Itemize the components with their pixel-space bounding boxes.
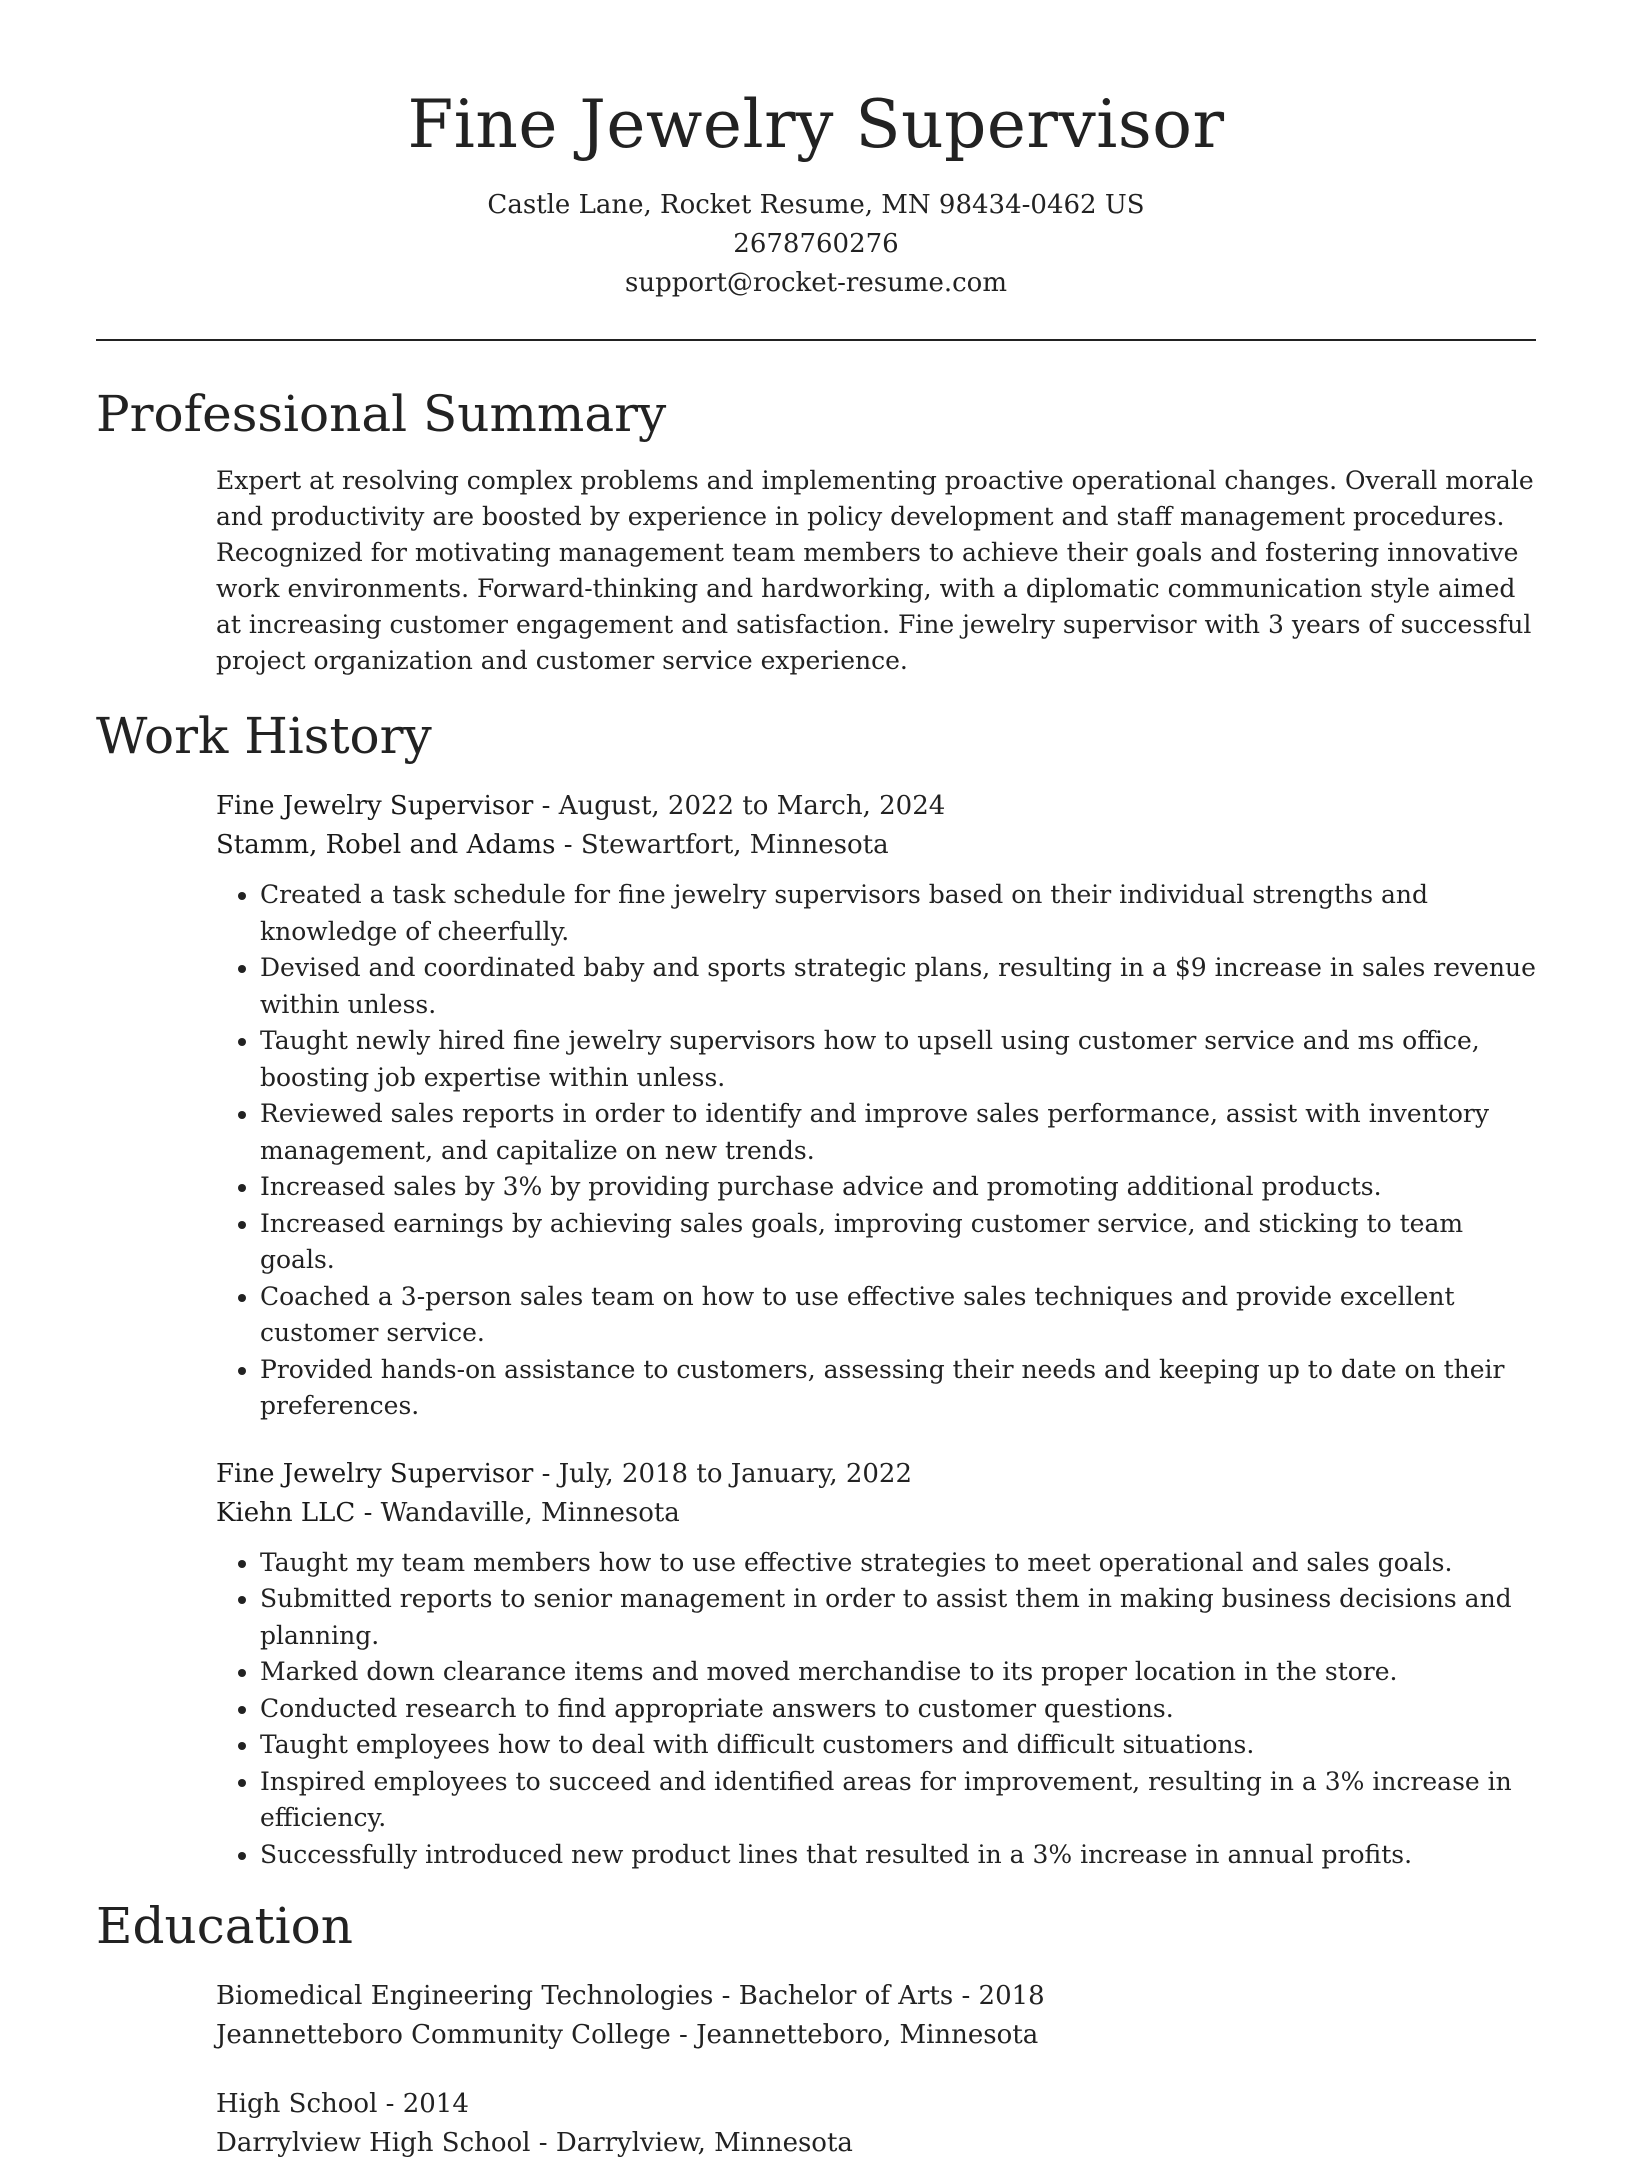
- job-location: Wandaville, Minnesota: [380, 1497, 680, 1528]
- job-bullet: • Taught employees how to deal with difficult customers and difficult situations.: [260, 1727, 1536, 1764]
- job-dates: August, 2022 to March, 2024: [558, 791, 946, 821]
- education-entry: [216, 2085, 1536, 2163]
- summary-text: Expert at resolving complex problems and implementing proactive operational changes. Overall morale and productivity are boosted by experience in policy development and staff management procedures. Recognized for motivating management team members to achieve their goals and fostering innovative work environments. Forward-thinking and hardworking, with a diplomatic communication style aimed at increasing customer engagement and satisfaction. Fine jewelry supervisor with 3 years of successful project organization and customer service experience.: [216, 466, 1534, 675]
- job-bullet: • Taught my team members how to use effective strategies to meet operational and sales goals.: [260, 1545, 1536, 1582]
- resume-header: [96, 0, 1536, 303]
- job-bullets: [216, 877, 1536, 1425]
- job-bullet: • Coached a 3-person sales team on how to use effective sales techniques and provide excellent customer service.: [260, 1279, 1536, 1352]
- job-bullet: • Devised and coordinated baby and sports strategic plans, resulting in a $9 increase in sales revenue within unless.: [260, 950, 1536, 1023]
- work-history-heading: Work History: [96, 707, 432, 765]
- education-location: Jeannetteboro, Minnesota: [696, 2020, 1039, 2050]
- contact-address: Castle Lane, Rocket Resume, MN 98434-0462 US: [487, 190, 1145, 220]
- education-program: Biomedical Engineering Technologies: [216, 1981, 714, 2011]
- job-title-line: Fine Jewelry Supervisor - August, 2022 to March, 2024: [216, 791, 946, 821]
- job-company-line: Stamm, Robel and Adams - Stewartfort, Minnesota: [216, 830, 889, 860]
- job-bullet: • Increased earnings by achieving sales goals, improving customer service, and sticking to team goals.: [260, 1206, 1536, 1279]
- contact-email: support@rocket-resume.com: [624, 268, 1007, 298]
- education-location: Darrylview, Minnesota: [555, 2128, 853, 2158]
- job-bullet: • Successfully introduced new product lines that resulted in a 3% increase in annual profits.: [260, 1837, 1536, 1874]
- job-location: Stewartfort, Minnesota: [580, 830, 889, 860]
- job-position: Fine Jewelry Supervisor: [216, 791, 534, 821]
- education-program: High School: [216, 2089, 378, 2119]
- education-year: 2018: [978, 1981, 1045, 2011]
- header-divider: [96, 339, 1536, 341]
- summary-heading: Professional Summary: [96, 385, 667, 443]
- job-dates: July, 2018 to January, 2022: [558, 1458, 913, 1489]
- job-company: Stamm, Robel and Adams: [216, 830, 556, 860]
- education-school: Darrylview High School: [216, 2128, 531, 2158]
- education-school: Jeannetteboro Community College: [216, 2020, 671, 2050]
- job-entry: [216, 787, 1536, 1425]
- education-year: 2014: [402, 2089, 469, 2119]
- job-company: Kiehn LLC: [216, 1497, 356, 1528]
- work-history-list: [216, 787, 1536, 1873]
- job-entry: [216, 1455, 1536, 1874]
- education-school-line: Jeannetteboro Community College - Jeannetteboro, Minnesota: [216, 2020, 1039, 2050]
- job-bullet: • Marked down clearance items and moved merchandise to its proper location in the store.: [260, 1654, 1536, 1691]
- job-position: Fine Jewelry Supervisor: [216, 1458, 534, 1489]
- job-bullets: [216, 1545, 1536, 1874]
- contact-block: [96, 186, 1536, 303]
- education-heading: Education: [96, 1897, 353, 1955]
- resume-name: Fine Jewelry Supervisor: [407, 86, 1225, 163]
- job-bullet: • Reviewed sales reports in order to identify and improve sales performance, assist with inventory management, and capitalize on new trends.: [260, 1096, 1536, 1169]
- job-bullet: • Conducted research to find appropriate answers to customer questions.: [260, 1691, 1536, 1728]
- education-program-line: Biomedical Engineering Technologies - Bachelor of Arts - 2018: [216, 1981, 1045, 2011]
- job-title-line: Fine Jewelry Supervisor - July, 2018 to January, 2022: [216, 1458, 913, 1489]
- education-program-line: High School - 2014: [216, 2089, 469, 2119]
- education-school-line: Darrylview High School - Darrylview, Minnesota: [216, 2128, 853, 2158]
- education-list: [216, 1977, 1536, 2163]
- resume-page: [96, 0, 1536, 2163]
- job-bullet: • Inspired employees to succeed and identified areas for improvement, resulting in a 3% increase in efficiency.: [260, 1764, 1536, 1837]
- job-bullet: • Submitted reports to senior management in order to assist them in making business decisions and planning.: [260, 1581, 1536, 1654]
- contact-phone: 2678760276: [733, 229, 899, 259]
- job-bullet: • Provided hands-on assistance to customers, assessing their needs and keeping up to date on their preferences.: [260, 1352, 1536, 1425]
- job-bullet: • Increased sales by 3% by providing purchase advice and promoting additional products.: [260, 1169, 1536, 1206]
- education-entry: [216, 1977, 1536, 2055]
- job-company-line: Kiehn LLC - Wandaville, Minnesota: [216, 1497, 680, 1528]
- education-degree: Bachelor of Arts: [738, 1981, 954, 2011]
- job-bullet: • Taught newly hired fine jewelry supervisors how to upsell using customer service and ms office, boosting job expertise within unless.: [260, 1023, 1536, 1096]
- job-bullet: • Created a task schedule for fine jewelry supervisors based on their individual strengths and knowledge of cheerfully.: [260, 877, 1536, 950]
